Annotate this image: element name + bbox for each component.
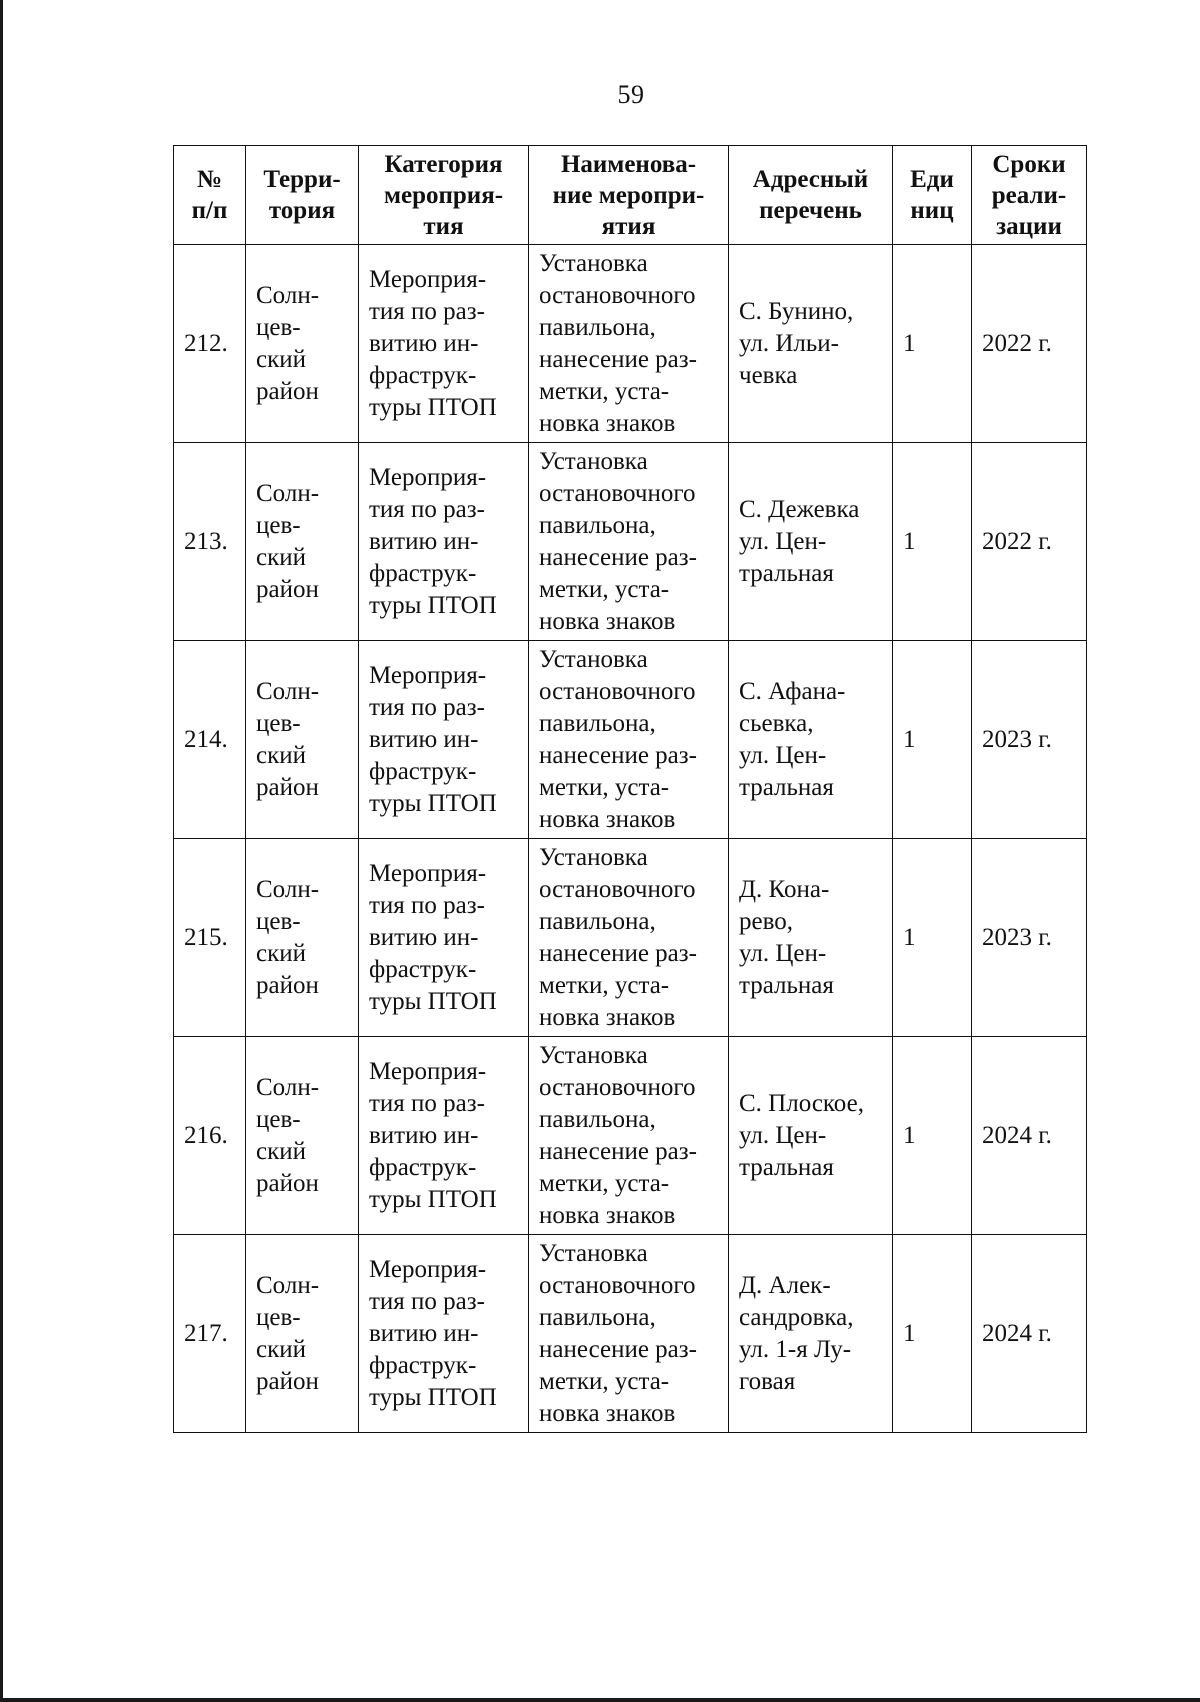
table-row <box>174 245 1087 443</box>
row-measure-name: Установка остановочного павильона, нанесение раз- метки, уста- новка знаков <box>529 641 729 839</box>
row-address: Д. Алек- сандровка, ул. 1-я Лу- говая <box>729 1235 893 1433</box>
row-address: С. Бунино, ул. Ильи- чевка <box>729 245 893 443</box>
row-category: Мероприя- тия по раз- витию ин- фраструк- туры ПТОП <box>359 641 529 839</box>
table-row <box>174 839 1087 1037</box>
row-units: 1 <box>893 641 972 839</box>
scan-left-edge <box>0 0 3 1702</box>
row-territory: Солн- цев- ский район <box>246 245 359 443</box>
header-name: Наименова- ние меропри- ятия <box>529 146 729 245</box>
row-number: 215. <box>174 839 246 1037</box>
row-territory: Солн- цев- ский район <box>246 1235 359 1433</box>
table-row <box>174 443 1087 641</box>
row-territory: Солн- цев- ский район <box>246 443 359 641</box>
row-category: Мероприя- тия по раз- витию ин- фраструк- туры ПТОП <box>359 245 529 443</box>
row-territory: Солн- цев- ский район <box>246 839 359 1037</box>
row-number: 216. <box>174 1037 246 1235</box>
header-territory: Терри- тория <box>246 146 359 245</box>
page-number: 59 <box>617 80 645 109</box>
row-terms: 2023 г. <box>972 839 1087 1037</box>
header-terms: Сроки реали- зации <box>972 146 1087 245</box>
row-terms: 2023 г. <box>972 641 1087 839</box>
row-address: Д. Кона- рево, ул. Цен- тральная <box>729 839 893 1037</box>
header-address: Адресный перечень <box>729 146 893 245</box>
table-row <box>174 1037 1087 1235</box>
row-number: 213. <box>174 443 246 641</box>
row-number: 214. <box>174 641 246 839</box>
row-measure-name: Установка остановочного павильона, нанесение раз- метки, уста- новка знаков <box>529 245 729 443</box>
table-row <box>174 641 1087 839</box>
row-number: 217. <box>174 1235 246 1433</box>
row-territory: Солн- цев- ский район <box>246 1037 359 1235</box>
row-address: С. Дежевка ул. Цен- тральная <box>729 443 893 641</box>
row-measure-name: Установка остановочного павильона, нанесение раз- метки, уста- новка знаков <box>529 839 729 1037</box>
row-terms: 2024 г. <box>972 1037 1087 1235</box>
table-row <box>174 1235 1087 1433</box>
row-number: 212. <box>174 245 246 443</box>
row-territory: Солн- цев- ский район <box>246 641 359 839</box>
row-category: Мероприя- тия по раз- витию ин- фраструк- туры ПТОП <box>359 839 529 1037</box>
measures-table <box>173 145 1087 1433</box>
row-units: 1 <box>893 443 972 641</box>
header-category: Категория мероприя- тия <box>359 146 529 245</box>
row-measure-name: Установка остановочного павильона, нанесение раз- метки, уста- новка знаков <box>529 1235 729 1433</box>
row-units: 1 <box>893 1235 972 1433</box>
row-units: 1 <box>893 839 972 1037</box>
header-num: № п/п <box>174 146 246 245</box>
scan-bottom-edge <box>0 1698 1200 1702</box>
row-address: С. Плоское, ул. Цен- тральная <box>729 1037 893 1235</box>
header-units: Еди ниц <box>893 146 972 245</box>
row-category: Мероприя- тия по раз- витию ин- фраструк- туры ПТОП <box>359 1037 529 1235</box>
row-units: 1 <box>893 245 972 443</box>
row-units: 1 <box>893 1037 972 1235</box>
row-terms: 2022 г. <box>972 443 1087 641</box>
row-category: Мероприя- тия по раз- витию ин- фраструк- туры ПТОП <box>359 443 529 641</box>
row-measure-name: Установка остановочного павильона, нанесение раз- метки, уста- новка знаков <box>529 1037 729 1235</box>
row-terms: 2024 г. <box>972 1235 1087 1433</box>
table-header-row <box>174 146 1087 245</box>
row-category: Мероприя- тия по раз- витию ин- фраструк- туры ПТОП <box>359 1235 529 1433</box>
row-terms: 2022 г. <box>972 245 1087 443</box>
row-measure-name: Установка остановочного павильона, нанесение раз- метки, уста- новка знаков <box>529 443 729 641</box>
row-address: С. Афана- сьевка, ул. Цен- тральная <box>729 641 893 839</box>
